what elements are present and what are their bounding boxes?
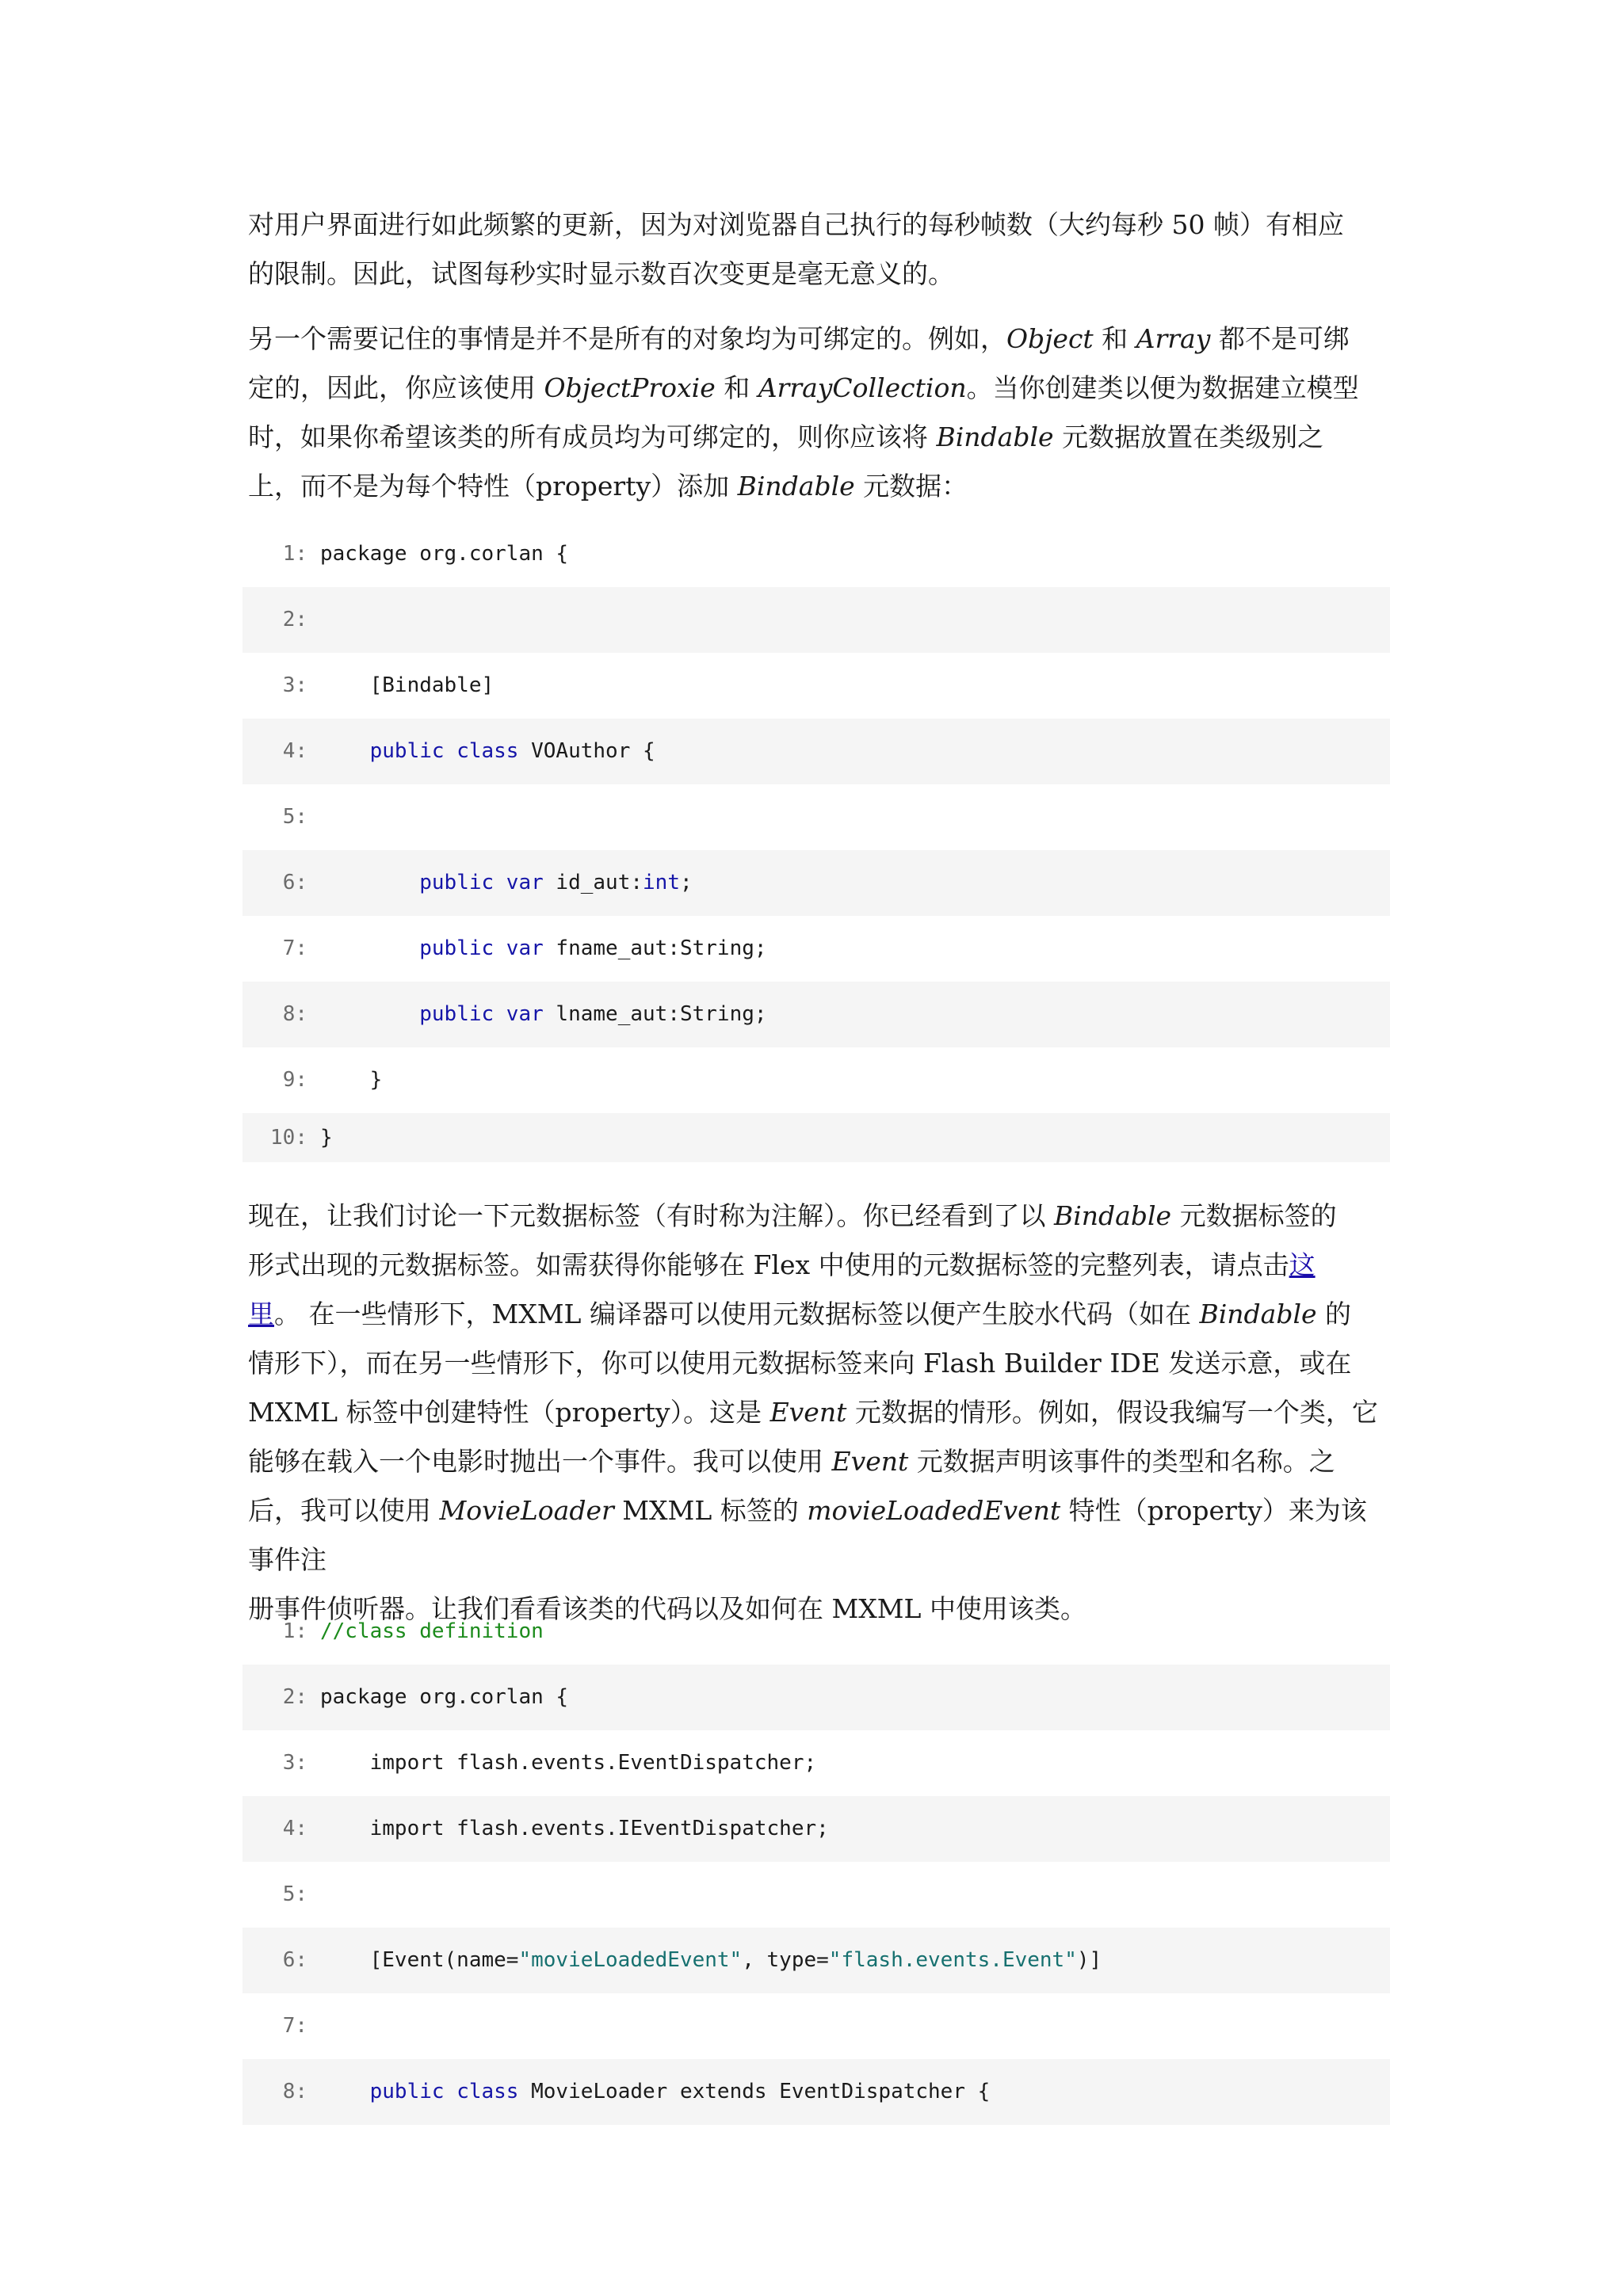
code-line xyxy=(242,1928,1390,1993)
italic-term: Event xyxy=(831,1446,909,1477)
line-number: 2: xyxy=(282,1685,307,1709)
line-number: 5: xyxy=(282,1882,307,1906)
text-run: 形式出现的元数据标签。如需获得你能够在 Flex 中使用的元数据标签的完整列表，请点击 xyxy=(248,1249,1289,1280)
text-run: 另一个需要记住的事情是并不是所有的对象均为可绑定的。例如， xyxy=(248,323,1006,354)
code-line xyxy=(242,719,1390,784)
line-number: 4: xyxy=(282,1817,307,1840)
text-run: 都不是可绑 xyxy=(1210,323,1350,354)
text-run: 的 xyxy=(1316,1299,1352,1329)
text-line xyxy=(248,1241,1389,1290)
code-string: "movieLoadedEvent" xyxy=(518,1948,743,1972)
code-text: [Event(name= xyxy=(320,1948,519,1972)
code-line xyxy=(242,521,1390,587)
code-text: import flash.events.EventDispatcher; xyxy=(320,1751,817,1775)
line-number: 8: xyxy=(282,1002,307,1026)
code-text: MovieLoader extends EventDispatcher { xyxy=(518,2080,991,2103)
metadata-list-link[interactable]: 里 xyxy=(248,1299,274,1329)
text-run: 时，如果你希望该类的所有成员均为可绑定的，则你应该将 xyxy=(248,421,937,452)
line-number: 3: xyxy=(282,673,307,697)
code-line xyxy=(242,1730,1390,1796)
text-run: 。当你创建类以便为数据建立模型 xyxy=(966,372,1359,403)
code-line xyxy=(242,1113,1390,1162)
line-number: 9: xyxy=(282,1068,307,1092)
line-number: 7: xyxy=(282,2014,307,2038)
code-line xyxy=(242,2059,1390,2125)
line-number: 4: xyxy=(282,739,307,763)
text-run: 元数据： xyxy=(854,471,968,502)
text-run: MXML 标签的 xyxy=(613,1495,808,1526)
paragraph-bindable-objects xyxy=(248,315,1389,511)
code-line xyxy=(242,1993,1390,2059)
code-text: id_aut: xyxy=(543,871,643,894)
text-line xyxy=(248,1486,1389,1585)
line-number: 5: xyxy=(282,805,307,829)
paragraph-metadata-tags xyxy=(248,1192,1389,1634)
code-text: lname_aut:String; xyxy=(543,1002,767,1026)
text-line: 的限制。因此，试图每秒实时显示数百次变更是毫无意义的。 xyxy=(248,258,954,289)
text-line xyxy=(248,364,1389,413)
code-type: int xyxy=(643,871,680,894)
italic-term: Bindable xyxy=(737,471,855,502)
line-number: 1: xyxy=(282,1619,307,1643)
text-run: 现在，让我们讨论一下元数据标签（有时称为注解）。你已经看到了以 xyxy=(248,1200,1054,1231)
italic-term: Bindable xyxy=(1054,1200,1172,1231)
text-line xyxy=(248,1388,1389,1437)
text-line xyxy=(248,1437,1389,1486)
line-number: 8: xyxy=(282,2080,307,2103)
code-text: [Bindable] xyxy=(320,673,495,697)
text-run: 定的，因此，你应该使用 xyxy=(248,372,544,403)
text-run: 能够在载入一个电影时抛出一个事件。我可以使用 xyxy=(248,1446,832,1477)
italic-term: Bindable xyxy=(936,421,1054,452)
text-run: 和 xyxy=(1093,323,1136,354)
text-line: 册事件侦听器。让我们看看该类的代码以及如何在 MXML 中使用该类。 xyxy=(248,1593,1086,1624)
text-line: 情形下），而在另一些情形下，你可以使用元数据标签来向 Flash Builder IDE 发送示意，或在 xyxy=(248,1348,1352,1379)
code-line xyxy=(242,916,1390,982)
text-run: 元数据标签的 xyxy=(1171,1200,1337,1231)
italic-term: Bindable xyxy=(1199,1299,1317,1329)
code-text: ; xyxy=(679,871,693,894)
code-keyword: public class xyxy=(369,739,519,763)
line-number: 6: xyxy=(282,1948,307,1972)
text-line xyxy=(248,1192,1389,1241)
code-text: } xyxy=(320,1126,333,1150)
code-line xyxy=(242,1599,1390,1665)
code-line xyxy=(242,1665,1390,1730)
text-run: 元数据的情形。例如，假设我编写一个类，它 xyxy=(846,1397,1378,1428)
text-line xyxy=(248,1290,1389,1339)
line-number: 1: xyxy=(282,542,307,566)
code-line xyxy=(242,982,1390,1047)
text-run: 上，而不是为每个特性（property）添加 xyxy=(248,471,738,502)
code-text: VOAuthor { xyxy=(518,739,655,763)
text-line xyxy=(248,315,1389,364)
code-keyword: public var xyxy=(419,1002,544,1026)
code-line xyxy=(242,1796,1390,1862)
text-run: 特性（property）来为该事件注 xyxy=(248,1495,1367,1575)
text-run: 元数据放置在类级别之 xyxy=(1053,421,1324,452)
code-text: } xyxy=(320,1068,383,1092)
line-number: 7: xyxy=(282,936,307,960)
code-keyword: public var xyxy=(419,936,544,960)
code-comment: //class definition xyxy=(320,1619,544,1643)
code-text: )] xyxy=(1076,1948,1102,1972)
line-number: 6: xyxy=(282,871,307,894)
code-line xyxy=(242,1862,1390,1928)
line-number: 10: xyxy=(270,1126,307,1150)
code-block-voauthor xyxy=(242,521,1390,1162)
code-line xyxy=(242,850,1390,916)
text-run: MXML 标签中创建特性（property）。这是 xyxy=(248,1397,770,1428)
italic-term: Event xyxy=(769,1397,847,1428)
line-number: 3: xyxy=(282,1751,307,1775)
italic-term: movieLoadedEvent xyxy=(807,1495,1061,1526)
metadata-list-link[interactable]: 这 xyxy=(1289,1249,1316,1280)
code-keyword: public class xyxy=(369,2080,519,2103)
code-block-movieloader xyxy=(242,1599,1390,2125)
text-run: 后，我可以使用 xyxy=(248,1495,440,1526)
text-run: 。 在一些情形下，MXML 编译器可以使用元数据标签以便产生胶水代码（如在 xyxy=(274,1299,1200,1329)
code-line xyxy=(242,784,1390,850)
text-line: 对用户界面进行如此频繁的更新，因为对浏览器自己执行的每秒帧数（大约每秒 50 帧）有相应 xyxy=(248,209,1344,240)
text-line xyxy=(248,462,1389,511)
text-line xyxy=(248,413,1389,462)
code-line xyxy=(242,587,1390,653)
paragraph-frame-rate xyxy=(248,200,1389,299)
code-text: import flash.events.IEventDispatcher; xyxy=(320,1817,829,1840)
italic-term: Array xyxy=(1136,323,1211,354)
code-text: package org.corlan { xyxy=(320,542,569,566)
code-text: , type= xyxy=(742,1948,829,1972)
italic-term: Object xyxy=(1006,323,1094,354)
code-keyword: public var xyxy=(419,871,544,894)
code-text: fname_aut:String; xyxy=(543,936,767,960)
italic-term: ArrayCollection xyxy=(758,372,967,403)
code-string: "flash.events.Event" xyxy=(828,1948,1077,1972)
italic-term: MovieLoader xyxy=(439,1495,614,1526)
italic-term: ObjectProxie xyxy=(544,372,716,403)
code-line xyxy=(242,653,1390,719)
code-text: package org.corlan { xyxy=(320,1685,569,1709)
line-number: 2: xyxy=(282,608,307,631)
code-line xyxy=(242,1047,1390,1113)
text-run: 元数据声明该事件的类型和名称。之 xyxy=(908,1446,1335,1477)
text-run: 和 xyxy=(715,372,758,403)
